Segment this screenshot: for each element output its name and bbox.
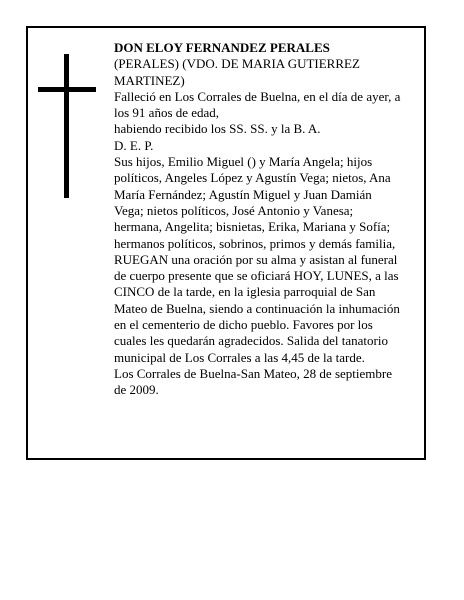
notice-line: Vega; nietos políticos, José Antonio y Vanesa; [114,202,354,218]
notice-line: Mateo de Buelna, siendo a continuación la inhumación [114,300,400,316]
cross-horizontal-bar [38,87,96,92]
obituary-text [114,40,422,399]
notice-line: RUEGAN una oración por su alma y asistan al funeral [114,251,398,267]
notice-line: Sus hijos, Emilio Miguel () y María Angela; hijos [114,154,373,170]
notice-line: hermana, Angelita; bisnietas, Erika, Mariana y Sofía; [114,219,391,235]
cross-vertical-bar [64,54,69,198]
notice-line: políticos, Angeles López y Agustín Vega; nietos, Ana [114,170,391,186]
cross-icon [38,54,96,198]
notice-line: de cuerpo presente que se oficiará HOY, LUNES, a las [114,268,399,284]
notice-line: (PERALES) (VDO. DE MARIA GUTIERREZ [114,56,360,72]
notice-line: MARTINEZ) [114,72,185,88]
notice-line: D. E. P. [114,137,154,153]
notice-line: cuales les quedarán agradecidos. Salida del tanatorio [114,333,388,349]
notice-line: Los Corrales de Buelna-San Mateo, 28 de septiembre [114,365,392,381]
notice-line: en el cementerio de dicho pueblo. Favores por los [114,317,373,333]
obituary-notice [26,26,426,460]
notice-line: hermanos políticos, sobrinos, primos y demás familia, [114,235,396,251]
notice-line: de 2009. [114,382,159,398]
notice-line: los 91 años de edad, [114,105,220,121]
notice-line: habiendo recibido los SS. SS. y la B. A. [114,121,321,137]
notice-line: municipal de Los Corrales a las 4,45 de la tarde. [114,349,365,365]
notice-line: María Fernández; Agustín Miguel y Juan Damián [114,186,372,202]
notice-line: Falleció en Los Corrales de Buelna, en el día de ayer, a [114,88,401,104]
notice-line: CINCO de la tarde, en la iglesia parroquial de San [114,284,376,300]
deceased-name: DON ELOY FERNANDEZ PERALES [114,40,330,55]
